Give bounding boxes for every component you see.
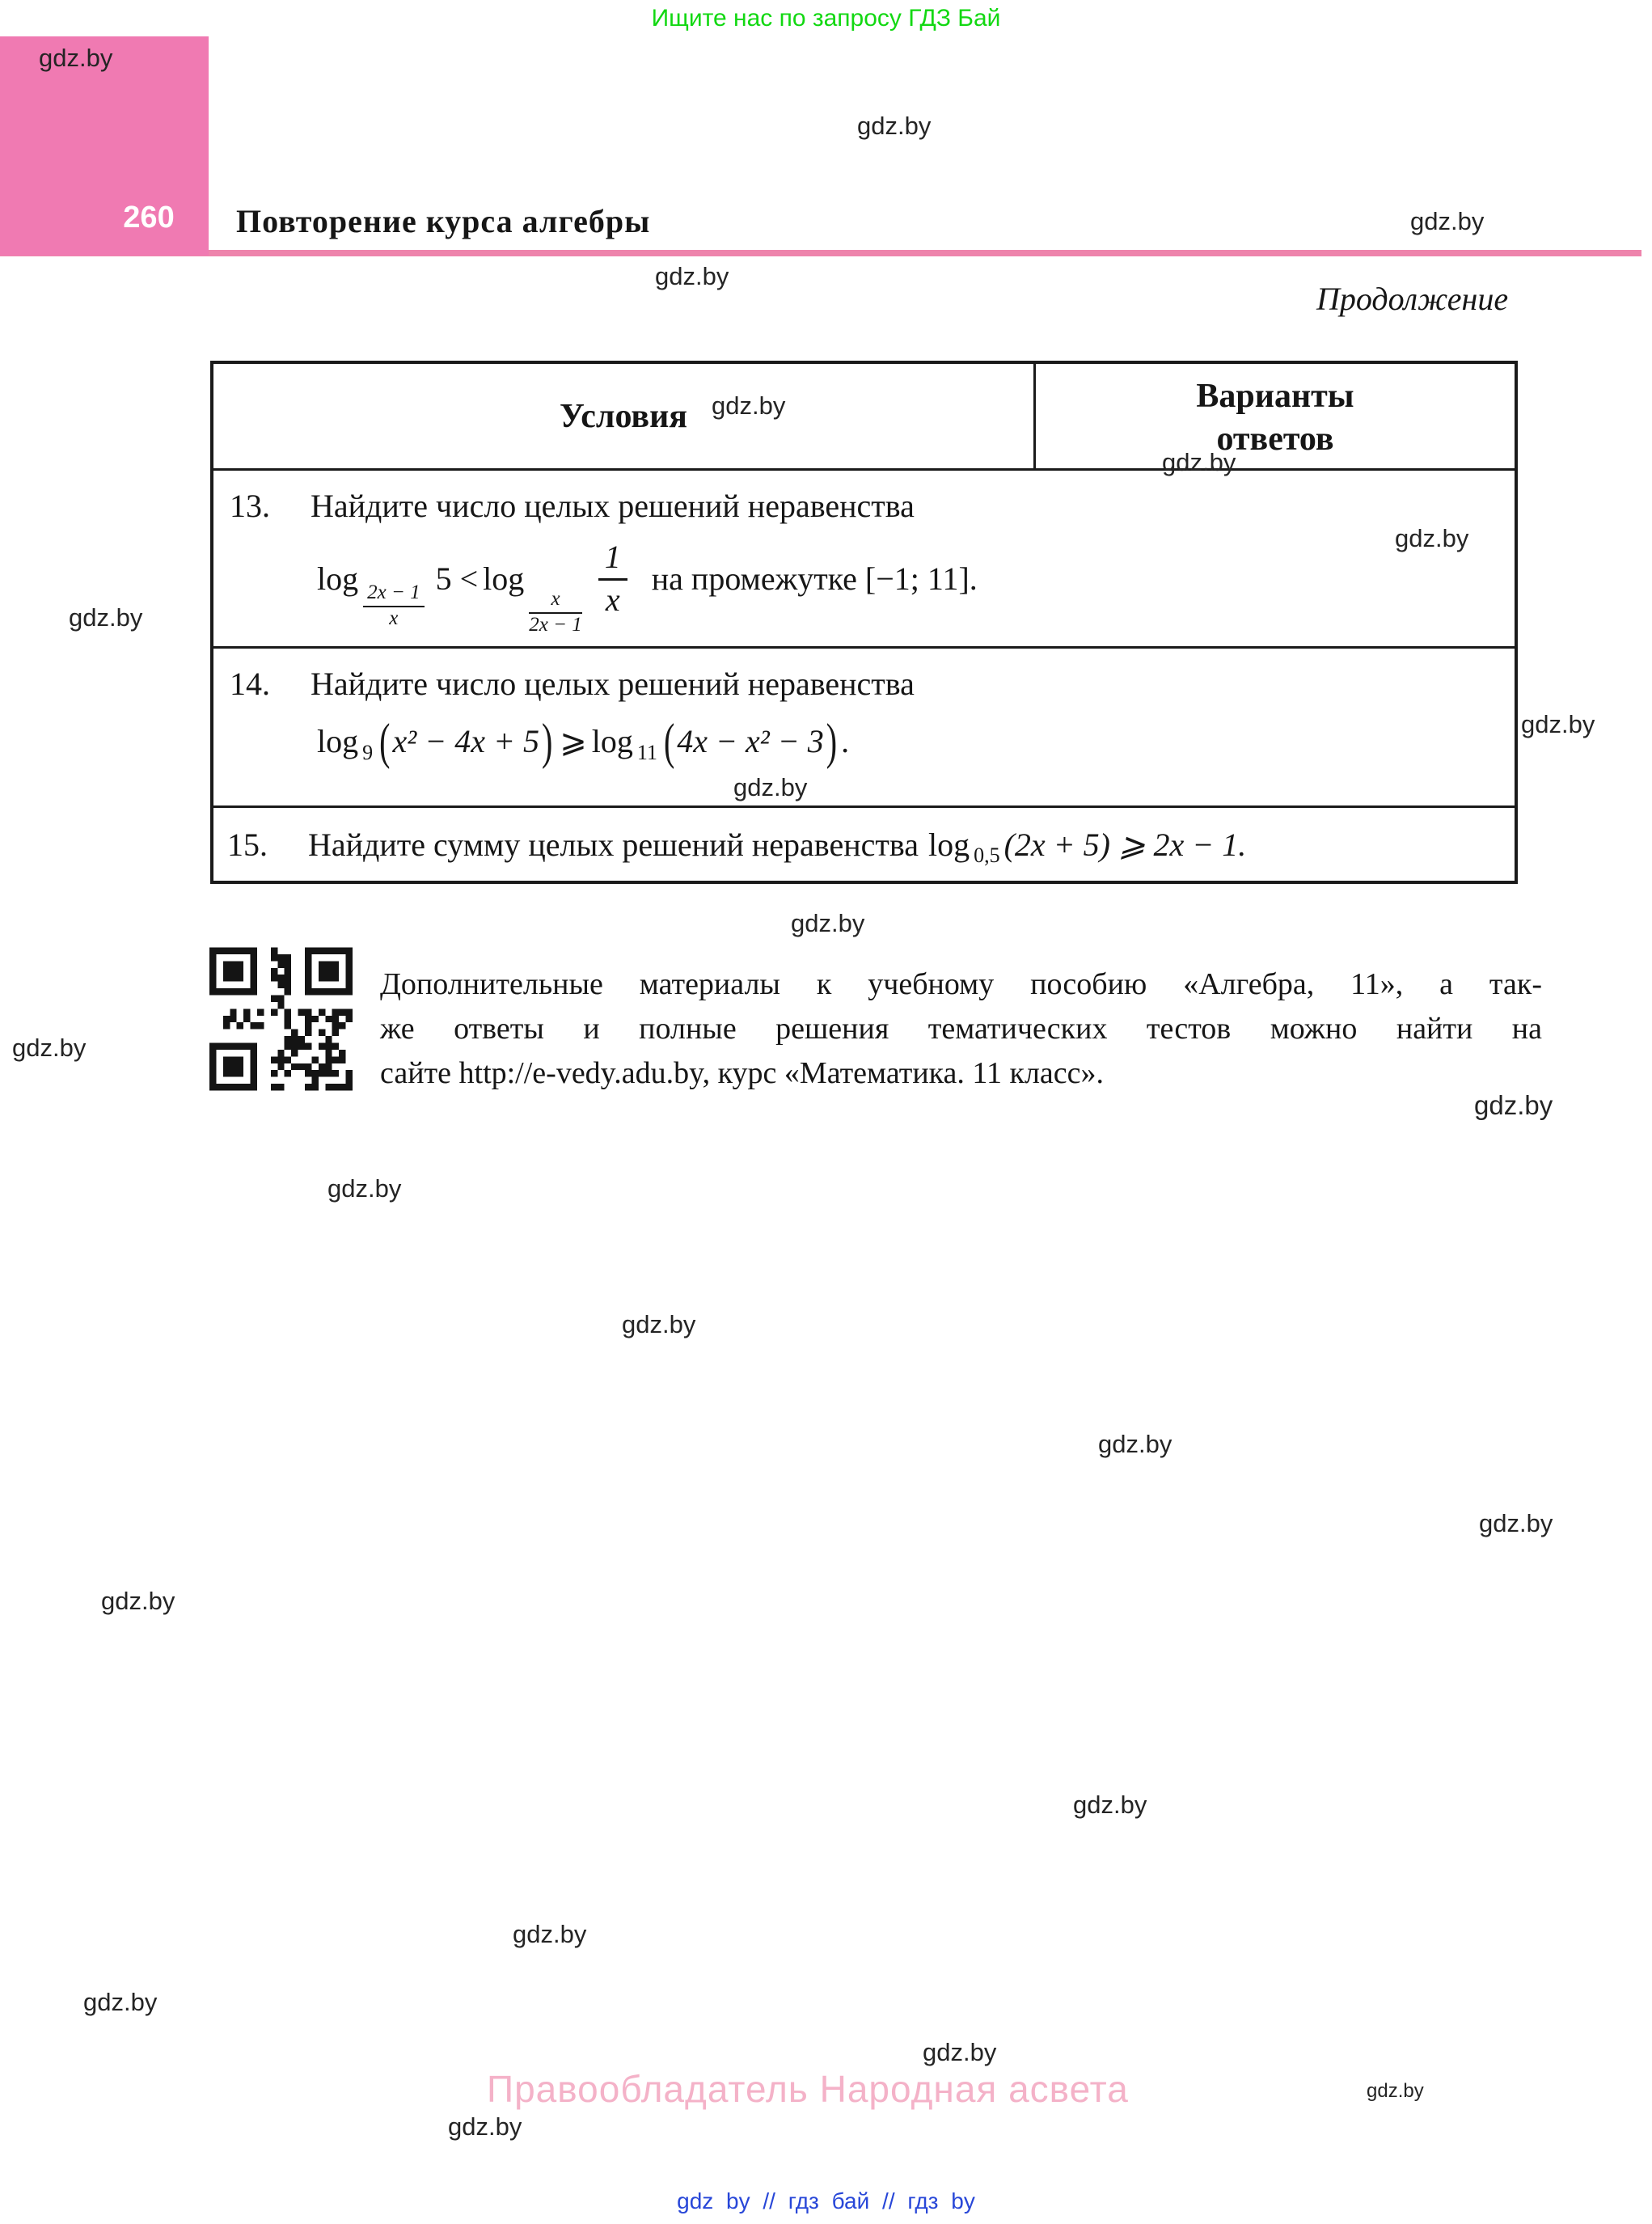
problem-14-formula	[317, 712, 1515, 770]
watermark: gdz.by	[655, 262, 729, 290]
table-row-13	[213, 468, 1515, 646]
note-line-1: Дополнительные материалы к учебному пособию «Алгебра, 11», а так-	[380, 967, 1542, 1001]
watermark: gdz.by	[733, 773, 808, 801]
log-operator: log	[317, 723, 359, 759]
watermark: gdz.by	[1474, 1090, 1553, 1120]
log-operator: log	[317, 560, 359, 597]
problem-13-number: 13.	[230, 488, 270, 524]
watermark: gdz.by	[1395, 524, 1469, 552]
watermark: gdz.by	[1162, 448, 1236, 476]
table-header-answers-line1: Варианты	[1196, 377, 1354, 415]
continuation-label: Продолжение	[1316, 281, 1509, 317]
fraction-numerator: 2x − 1	[363, 581, 424, 607]
open-paren: (	[663, 712, 675, 770]
fraction-denominator: x	[389, 607, 399, 629]
open-paren: (	[379, 712, 391, 770]
problem-14-prompt: Найдите число целых решений неравенства	[311, 666, 915, 702]
close-paren: )	[826, 712, 838, 770]
fraction-denominator: 2x − 1	[529, 614, 582, 636]
watermark: gdz.by	[1098, 1430, 1172, 1458]
table-row-15	[213, 805, 1515, 881]
watermark: gdz.by	[712, 391, 786, 420]
argument-fraction	[598, 538, 627, 619]
watermark: gdz.by	[923, 2038, 997, 2066]
watermark: gdz.by	[327, 1174, 402, 1203]
fraction-denominator: x	[605, 581, 620, 618]
watermark: gdz.by	[622, 1310, 696, 1338]
relation-symbol: ⩾	[560, 723, 587, 759]
chapter-title: Повторение курса алгебры	[236, 203, 651, 239]
footer-links: gdz by // гдз бай // гдз by	[677, 2188, 975, 2213]
problem-13-prompt: Найдите число целых решений неравенства	[311, 488, 915, 524]
note-line-2: же ответы и полные решения тематических тестов можно найти на	[380, 1012, 1542, 1046]
problem-13-formula	[317, 538, 1515, 636]
watermark: gdz.by	[448, 2112, 522, 2141]
formula-body: (2x + 5) ⩾ 2x − 1.	[1003, 826, 1247, 863]
log-base: 9	[362, 740, 374, 764]
watermark: gdz.by	[1367, 2080, 1424, 2102]
log-base-fraction	[363, 581, 424, 631]
fraction-numerator: x	[529, 588, 581, 614]
watermark: gdz.by	[513, 1920, 587, 1948]
watermark: gdz.by	[1521, 710, 1595, 738]
fraction-numerator: 1	[598, 538, 627, 581]
page-number: 260	[123, 201, 175, 235]
note-line-3: сайте http://e-vedy.adu.by, курс «Математика. 11 класс».	[380, 1056, 1105, 1090]
log-base: 0,5	[974, 844, 1000, 867]
close-paren: )	[541, 712, 553, 770]
watermark: gdz.by	[1479, 1509, 1553, 1537]
watermark: gdz.by	[791, 909, 865, 937]
problem-13-heading	[230, 487, 1515, 525]
table-header-row	[213, 364, 1515, 468]
problem-15-prompt: Найдите сумму целых решений неравенства	[308, 826, 919, 863]
watermark: gdz.by	[1073, 1791, 1147, 1819]
pink-divider-line	[0, 250, 1641, 256]
table-header-conditions: Условия	[213, 364, 1036, 468]
period: .	[841, 723, 850, 759]
watermark: gdz.by	[857, 112, 932, 140]
log-operator: log	[591, 723, 633, 759]
problem-15-line	[213, 826, 1247, 867]
copyright-text: Правообладатель Народная асвета	[487, 2068, 1129, 2110]
top-banner-text: Ищите нас по запросу ГДЗ Бай	[651, 5, 1001, 32]
watermark: gdz.by	[83, 1988, 158, 2016]
qr-code	[209, 946, 353, 1092]
formula-body: 4x − x² − 3	[677, 723, 824, 759]
log-operator: log	[483, 560, 525, 597]
problems-table	[210, 361, 1518, 884]
log-base-fraction	[529, 588, 581, 637]
table-header-answers	[1036, 364, 1515, 468]
watermark: gdz.by	[69, 603, 143, 632]
materials-note	[380, 962, 1542, 1096]
watermark: gdz.by	[1410, 207, 1485, 235]
problem-15-number: 15.	[227, 826, 268, 863]
problem-14-number: 14.	[230, 666, 270, 702]
interval-text: на промежутке [−1; 11].	[651, 560, 978, 597]
table-header-answers-line2: ответов	[1216, 420, 1334, 458]
log-operator: log	[927, 826, 970, 863]
problem-14-heading	[230, 665, 1515, 703]
qr-code-image	[209, 946, 353, 1092]
formula-body: x² − 4x + 5	[392, 723, 539, 759]
formula-middle: 5 <	[435, 560, 479, 597]
watermark: gdz.by	[101, 1587, 175, 1615]
watermark: gdz.by	[12, 1034, 87, 1062]
log-base: 11	[636, 740, 657, 764]
table-row-14	[213, 646, 1515, 805]
watermark: gdz.by	[39, 44, 113, 72]
